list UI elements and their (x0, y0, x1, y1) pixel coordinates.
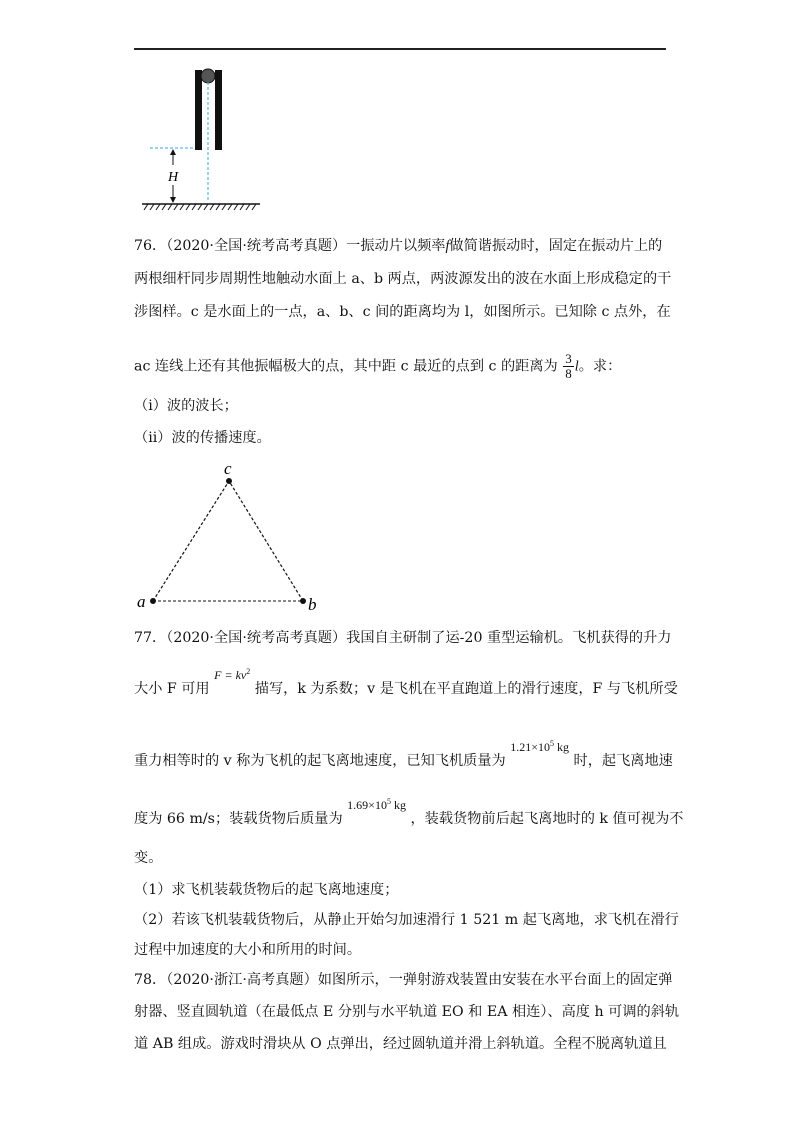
q77-line4: 度为 66 m/s；装载货物后质量为 $1.69\times 10^5$ kg ，装载货物前后起飞离地时的 k 值可视为不 (134, 806, 683, 829)
header-rule (134, 48, 666, 50)
q76-sub1: （i）波的波长； (134, 398, 238, 414)
q77-line1: 77．（2020·全国·统考高考真题）我国自主研制了运-20 重型运输机。飞机获得的升力 (134, 630, 672, 646)
point-c (226, 478, 232, 484)
q77-sub2b: 过程中加速度的大小和所用的时间。 (134, 942, 362, 958)
q76-sub2: （ii）波的传播速度。 (134, 430, 271, 446)
label-a: a (137, 592, 146, 611)
fraction-three-eighths: $\frac{3}{8}$ (565, 351, 572, 381)
lift-formula: $F = kv^2$ (214, 667, 251, 682)
q76-line3: 涉图样。c 是水面上的一点，a、b、c 间的距离均为 l，如图所示。已知除 c 点外，在 (134, 304, 671, 320)
q78-line2: 射器、竖直圆轨道（在最低点 E 分别与水平轨道 EO 和 EA 相连）、高度 h 可调的斜轨 (134, 1004, 680, 1020)
ground-hatching (144, 204, 256, 210)
point-b (300, 598, 306, 604)
q77-sub1: （1）求飞机装载货物后的起飞离地速度； (134, 882, 399, 898)
q76-line1: 76．（2020·全国·统考高考真题）一振动片以频率f做简谐振动时，固定在振动片上的 (134, 238, 663, 254)
triangle-abc-figure (130, 456, 330, 616)
label-b: b (308, 595, 317, 614)
q78-line1: 78．（2020·浙江·高考真题）如图所示，一弹射游戏装置由安装在水平台面上的固定弹 (134, 972, 673, 988)
side-bc (229, 481, 303, 601)
ball (201, 69, 215, 83)
q77-line2: 大小 F 可用 $F = kv^2$ 描写，k 为系数；v 是飞机在平直跑道上的滑行速度，F 与飞机所受 (134, 676, 678, 699)
tube-left-wall (195, 70, 202, 150)
h-label: H (168, 170, 179, 185)
mass1-value: $1.21\times 10^5$ kg (510, 739, 570, 754)
arrow-down-icon (170, 197, 176, 203)
tube-right-wall (215, 70, 222, 150)
point-a (150, 598, 156, 604)
q77-line5: 变。 (134, 850, 163, 866)
q78-line3: 道 AB 组成。游戏时滑块从 O 点弹出，经过圆轨道并滑上斜轨道。全程不脱离轨道且 (134, 1036, 667, 1052)
q76-line2: 两根细杆同步周期性地触动水面上 a、b 两点，两波源发出的波在水面上形成稳定的干 (134, 271, 672, 287)
tube-ball-figure (130, 60, 280, 220)
q76-line4: ac 连线上还有其他振幅极大的点，其中距 c 最近的点到 c 的距离为 $\frac{3}{8}$ l。求： (134, 351, 622, 381)
mass2-value: $1.69\times 10^5$ kg (347, 797, 406, 812)
label-c: c (224, 459, 232, 478)
arrow-up-icon (170, 149, 176, 155)
q77-line3: 重力相等时的 v 称为飞机的起飞离地速度，已知飞机质量为 $1.21\times 10^5$ kg 时，起飞离地速 (134, 748, 673, 771)
q77-sub2a: （2）若该飞机装载货物后，从静止开始匀加速滑行 1 521 m 起飞离地，求飞机在滑行 (134, 912, 679, 928)
side-ac (153, 481, 229, 601)
